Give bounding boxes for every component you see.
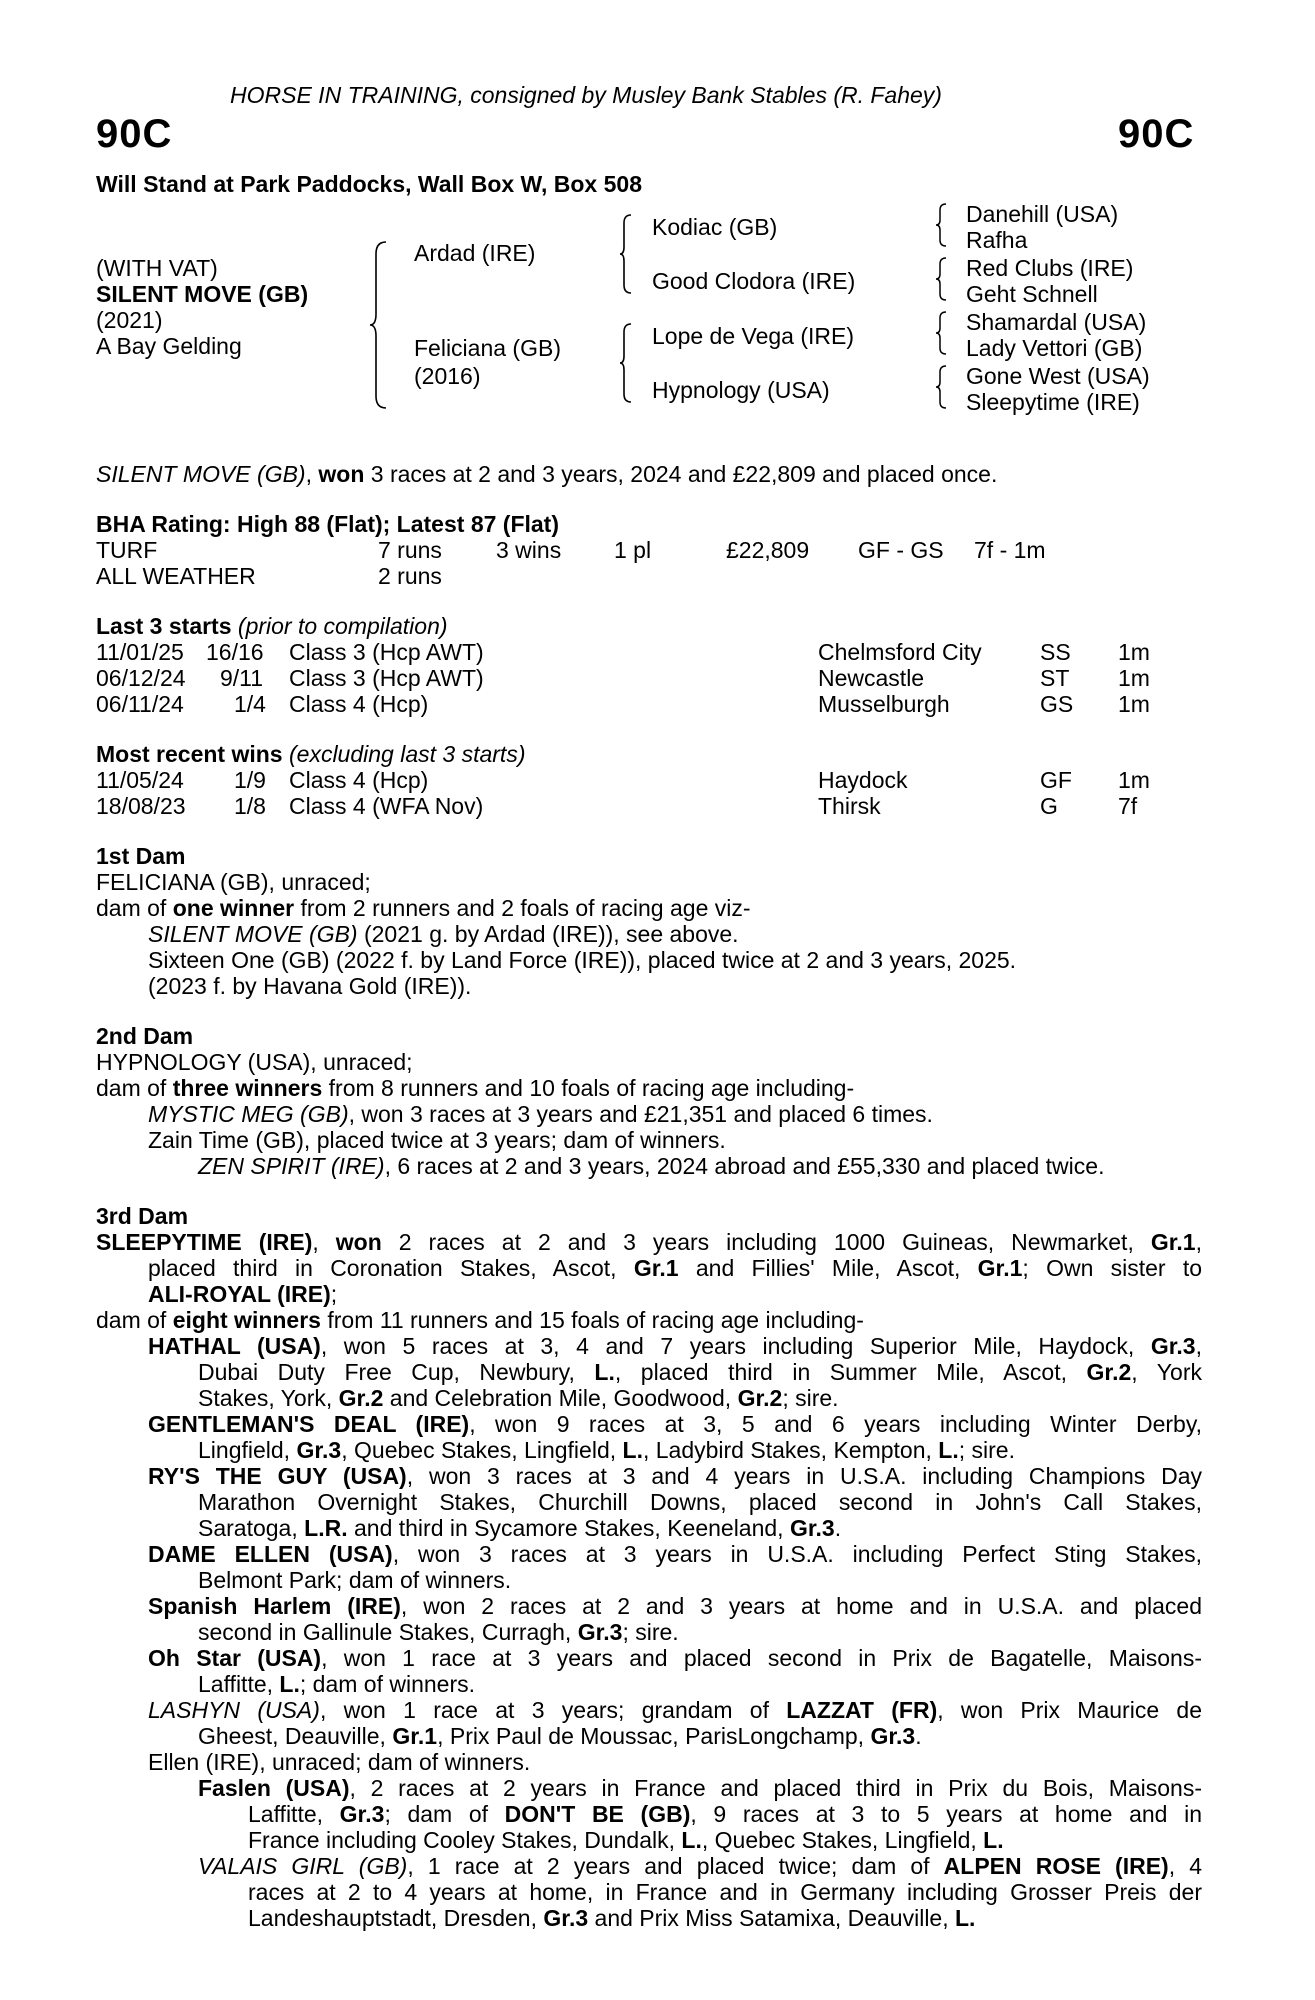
last-starts-title: Last 3 starts xyxy=(96,613,232,639)
grade: Gr.3 xyxy=(1150,1333,1196,1359)
text: , 4 xyxy=(1168,1853,1203,1879)
text: and Prix Miss Satamixa, Deauville, xyxy=(588,1904,955,1931)
winner-count: three winners xyxy=(172,1075,323,1101)
second-dam-name: HYPNOLOGY (USA), unraced; xyxy=(96,1049,413,1075)
win-distance: 7f xyxy=(1118,793,1138,819)
text: , won Prix Maurice de xyxy=(937,1697,1202,1723)
horse-name: GENTLEMAN'S DEAL (IRE) xyxy=(148,1411,470,1437)
text-line: Belmont Park; dam of winners. xyxy=(198,1567,512,1593)
pedigree-brace-g4 xyxy=(934,364,948,410)
first-dam-heading: 1st Dam xyxy=(96,843,186,869)
produce-oh-star xyxy=(148,1646,1202,1672)
text: ; xyxy=(330,1280,338,1307)
start-course: Chelmsford City xyxy=(818,639,982,665)
text: 2 races at 2 and 3 years including 1000 Guineas, Newmarket, xyxy=(381,1229,1151,1255)
listed: L. xyxy=(681,1826,702,1853)
grade: Gr.3 xyxy=(543,1904,589,1931)
text-line xyxy=(198,1724,1202,1750)
grade: Gr.3 xyxy=(870,1723,916,1749)
grade: Gr.1 xyxy=(633,1255,679,1281)
start-position: 9/11 xyxy=(220,665,264,691)
produce-name: ZEN SPIRIT (IRE) xyxy=(198,1153,385,1179)
win-race: Class 4 (WFA Nov) xyxy=(289,793,484,819)
recent-wins-note: (excluding last 3 starts) xyxy=(289,741,526,767)
text: Lingfield, xyxy=(198,1437,297,1463)
start-position: 16/16 xyxy=(206,639,264,665)
start-date: 06/11/24 xyxy=(96,691,184,717)
horse-name: ALI-ROYAL (IRE) xyxy=(148,1280,331,1307)
produce-entry: (2023 f. by Havana Gold (IRE)). xyxy=(148,973,472,999)
start-date: 11/01/25 xyxy=(96,639,184,665)
text-line xyxy=(148,1464,1202,1490)
third-dam-heading: 3rd Dam xyxy=(96,1203,189,1229)
produce-entry: Sixteen One (GB) (2022 f. by Land Force (IRE)), placed twice at 2 and 3 years, 2025. xyxy=(148,947,1017,973)
pedigree-brace-dam xyxy=(618,322,634,404)
text-line xyxy=(148,1594,1202,1620)
produce-ellen: Ellen (IRE), unraced; dam of winners. xyxy=(148,1749,531,1775)
listed: L. xyxy=(983,1826,1004,1853)
third-dam-entry-cont xyxy=(148,1256,1202,1307)
grade: Gr.3 xyxy=(789,1514,835,1541)
text-line xyxy=(148,1646,1202,1672)
vat-note: (WITH VAT) xyxy=(96,255,218,281)
text: and Fillies' Mile, Ascot, xyxy=(678,1255,978,1281)
text: Laffitte, xyxy=(248,1801,340,1827)
dam-dam: Hypnology (USA) xyxy=(652,377,830,403)
start-race: Class 3 (Hcp AWT) xyxy=(289,665,484,691)
last-starts-heading xyxy=(96,614,448,640)
horse-name: SLEEPYTIME (IRE) xyxy=(96,1229,313,1255)
gg-1: Danehill (USA) xyxy=(966,201,1119,227)
text-line xyxy=(198,1386,1202,1412)
produce-rys-the-guy-cont xyxy=(198,1490,1202,1541)
summary-horse-name: SILENT MOVE (GB) xyxy=(96,461,306,487)
summary-text: 3 races at 2 and 3 years, 2024 and £22,809 and placed once. xyxy=(364,461,998,487)
win-race: Class 4 (Hcp) xyxy=(289,767,429,793)
text-line xyxy=(198,1672,1202,1698)
win-distance: 1m xyxy=(1118,767,1150,793)
text: Landeshauptstadt, Dresden, xyxy=(248,1904,544,1931)
text-line xyxy=(248,1906,1202,1932)
gg-2: Rafha xyxy=(966,227,1028,253)
horse-name: VALAIS GIRL (GB) xyxy=(198,1853,408,1879)
rating-placed: 1 pl xyxy=(614,537,652,563)
pedigree-brace-g1 xyxy=(934,202,948,248)
start-distance: 1m xyxy=(1118,691,1150,717)
text: and third in Sycamore Stakes, Keeneland, xyxy=(347,1514,790,1541)
text-line: races at 2 to 4 years at home, in France and in Germany including Grosser Preis der xyxy=(248,1879,1202,1905)
text-line: SLEEPYTIME (IRE), won 2 races at 2 and 3 years including 1000 Guineas, Newmarket, Gr.1, xyxy=(96,1229,1202,1255)
produce-spanish-harlem-cont xyxy=(198,1620,1202,1646)
race-summary: SILENT MOVE (GB), won 3 races at 2 and 3 years, 2024 and £22,809 and placed once. xyxy=(96,461,998,487)
gg-7: Gone West (USA) xyxy=(966,363,1150,389)
rating-distance: 7f - 1m xyxy=(974,537,1046,563)
produce-lashyn-cont xyxy=(198,1724,1202,1750)
text: , Ladybird Stakes, Kempton, xyxy=(642,1437,939,1463)
text-line xyxy=(148,1542,1202,1568)
gg-8: Sleepytime (IRE) xyxy=(966,389,1140,415)
pedigree-brace-main xyxy=(368,240,390,410)
pedigree-brace-g2 xyxy=(934,256,948,302)
text: ; sire. xyxy=(782,1384,839,1411)
text: , won 5 races at 3, 4 and 7 years including Superior Mile, Haydock, xyxy=(320,1333,1151,1359)
rating-surface: TURF xyxy=(96,537,158,563)
text: , Quebec Stakes, Lingfield, xyxy=(341,1437,623,1463)
summary-won: won xyxy=(318,461,365,487)
text-line: Marathon Overnight Stakes, Churchill Downs, placed second in John's Call Stakes, xyxy=(198,1489,1202,1515)
gg-3: Red Clubs (IRE) xyxy=(966,255,1134,281)
first-dam-produce xyxy=(96,896,751,922)
rating-prize: £22,809 xyxy=(726,537,810,563)
recent-wins-heading xyxy=(96,742,525,768)
rating-runs: 2 runs xyxy=(378,563,442,589)
horse-name: DAME ELLEN (USA) xyxy=(148,1541,393,1567)
gg-6: Lady Vettori (GB) xyxy=(966,335,1143,361)
grade: Gr.3 xyxy=(339,1801,385,1827)
rating-wins: 3 wins xyxy=(496,537,562,563)
text: . xyxy=(915,1723,922,1749)
grade: Gr.2 xyxy=(737,1384,783,1411)
start-going: SS xyxy=(1040,639,1071,665)
third-dam-produce xyxy=(96,1308,864,1334)
sire-sire: Kodiac (GB) xyxy=(652,214,778,240)
produce-valais-girl xyxy=(198,1854,1202,1880)
text: dam of xyxy=(96,895,173,921)
listed: L. xyxy=(279,1671,300,1697)
text: , won 1 race at 3 years; grandam of xyxy=(319,1697,787,1723)
text: , won 9 races at 3, 5 and 6 years including Winter Derby, xyxy=(469,1411,1202,1437)
text: dam of xyxy=(96,1075,173,1101)
first-dam-name: FELICIANA (GB), unraced; xyxy=(96,869,371,895)
pedigree-brace-g3 xyxy=(934,310,948,356)
winner-count: eight winners xyxy=(172,1307,321,1333)
produce-hathal xyxy=(148,1334,1202,1360)
grade: Gr.2 xyxy=(338,1384,384,1411)
winner-count: one winner xyxy=(172,895,295,921)
listed: L. xyxy=(594,1359,615,1385)
recent-wins-title: Most recent wins xyxy=(96,741,283,767)
text-line xyxy=(148,1256,1202,1282)
text-line xyxy=(148,1282,1202,1308)
dam-sire: Lope de Vega (IRE) xyxy=(652,323,855,349)
text-line xyxy=(198,1360,1202,1386)
produce-name: SILENT MOVE (GB) xyxy=(148,921,358,947)
text: , 1 race at 2 years and placed twice; dam of xyxy=(407,1853,944,1879)
text: ; sire. xyxy=(958,1437,1015,1463)
rating-going: GF - GS xyxy=(858,537,944,563)
text: , Quebec Stakes, Lingfield, xyxy=(701,1826,984,1853)
start-date: 06/12/24 xyxy=(96,665,186,691)
horse-name: Faslen (USA) xyxy=(198,1775,350,1801)
produce-oh-star-cont xyxy=(198,1672,1202,1698)
third-dam-entry xyxy=(96,1230,1202,1256)
grade: Gr.3 xyxy=(296,1437,342,1463)
listed: L. xyxy=(622,1437,643,1463)
produce-dame-ellen-cont xyxy=(198,1568,1202,1594)
produce-entry xyxy=(148,922,739,948)
start-race: Class 4 (Hcp) xyxy=(289,691,429,717)
produce-hathal-cont xyxy=(198,1360,1202,1411)
lot-number-right: 90C xyxy=(1118,112,1195,156)
text: , 9 races at 3 to 5 years at home and in xyxy=(690,1801,1202,1827)
grade: Gr.2 xyxy=(1086,1359,1132,1385)
start-going: GS xyxy=(1040,691,1074,717)
pedigree-brace-sire xyxy=(618,213,634,295)
text: , won 1 race at 3 years and placed second in Prix de Bagatelle, Maisons- xyxy=(321,1645,1202,1671)
start-distance: 1m xyxy=(1118,639,1150,665)
sire-dam: Good Clodora (IRE) xyxy=(652,268,856,294)
produce-entry xyxy=(198,1154,1104,1180)
text: , Prix Paul de Moussac, ParisLongchamp, xyxy=(437,1723,871,1749)
stand-location: Will Stand at Park Paddocks, Wall Box W, Box 508 xyxy=(96,171,642,197)
listed: L.R. xyxy=(304,1514,348,1541)
text: ; dam of xyxy=(384,1801,505,1827)
horse-name: ALPEN ROSE (IRE) xyxy=(943,1853,1169,1879)
horse-description: A Bay Gelding xyxy=(96,333,242,359)
text: ; sire. xyxy=(622,1619,679,1645)
won: won xyxy=(335,1229,382,1255)
dam-name: Feliciana (GB) xyxy=(414,335,561,361)
listed: L. xyxy=(938,1437,959,1463)
text: placed third in Coronation Stakes, Ascot, xyxy=(148,1255,634,1281)
lot-number-left: 90C xyxy=(96,112,173,156)
horse-name: SILENT MOVE (GB) xyxy=(96,281,309,307)
rating-title: BHA Rating: High 88 (Flat); Latest 87 (Flat) xyxy=(96,511,559,537)
text: Stakes, York, xyxy=(198,1384,339,1411)
text-line xyxy=(148,1698,1202,1724)
grade: Gr.1 xyxy=(977,1255,1023,1281)
text: second in Gallinule Stakes, Curragh, xyxy=(198,1619,578,1645)
listed: L. xyxy=(955,1904,976,1931)
second-dam-heading: 2nd Dam xyxy=(96,1023,194,1049)
produce-gentlemans-deal-cont xyxy=(198,1438,1202,1464)
text: and Celebration Mile, Goodwood, xyxy=(383,1384,738,1411)
produce-entry: Zain Time (GB), placed twice at 3 years; dam of winners. xyxy=(148,1127,726,1153)
win-going: G xyxy=(1040,793,1058,819)
text-line xyxy=(198,1854,1202,1880)
start-course: Newcastle xyxy=(818,665,925,691)
text-line xyxy=(198,1620,1202,1646)
produce-gentlemans-deal xyxy=(148,1412,1202,1438)
win-position: 1/8 xyxy=(234,793,266,819)
text: (2021 g. by Ardad (IRE)), see above. xyxy=(357,921,739,947)
horse-name: Spanish Harlem (IRE) xyxy=(148,1593,401,1619)
win-course: Haydock xyxy=(818,767,908,793)
horse-name: DON'T BE (GB) xyxy=(504,1801,691,1827)
text: ; dam of winners. xyxy=(299,1671,476,1697)
gg-5: Shamardal (USA) xyxy=(966,309,1147,335)
text: Dubai Duty Free Cup, Newbury, xyxy=(198,1359,595,1385)
text: from 8 runners and 10 foals of racing age including- xyxy=(322,1075,855,1101)
horse-name: LAZZAT (FR) xyxy=(786,1697,938,1723)
text: , won 3 races at 3 years in U.S.A. including Perfect Sting Stakes, xyxy=(392,1541,1202,1567)
text: , won 3 races at 3 and 4 years in U.S.A. including Champions Day xyxy=(406,1463,1202,1489)
start-distance: 1m xyxy=(1118,665,1150,691)
horse-name: HATHAL (USA) xyxy=(148,1333,321,1359)
text: Gheest, Deauville, xyxy=(198,1723,393,1749)
rating-runs: 7 runs xyxy=(378,537,442,563)
produce-name: MYSTIC MEG (GB) xyxy=(148,1101,349,1127)
gg-4: Geht Schnell xyxy=(966,281,1098,307)
grade: Gr.3 xyxy=(577,1619,623,1645)
text: , won 2 races at 2 and 3 years at home and in U.S.A. and placed xyxy=(400,1593,1202,1619)
horse-name: Oh Star (USA) xyxy=(148,1645,322,1671)
produce-spanish-harlem xyxy=(148,1594,1202,1620)
last-starts-note: (prior to compilation) xyxy=(237,613,448,639)
start-going: ST xyxy=(1040,665,1070,691)
text: from 11 runners and 15 foals of racing age including- xyxy=(320,1307,864,1333)
horse-name: LASHYN (USA) xyxy=(148,1697,320,1723)
produce-lashyn xyxy=(148,1698,1202,1724)
win-course: Thirsk xyxy=(818,793,881,819)
start-position: 1/4 xyxy=(234,691,266,717)
produce-dame-ellen xyxy=(148,1542,1202,1568)
text-line xyxy=(248,1802,1202,1828)
text: . xyxy=(834,1514,842,1541)
text: Saratoga, xyxy=(198,1514,305,1541)
text: , 6 races at 2 and 3 years, 2024 abroad and £55,330 and placed twice. xyxy=(384,1153,1105,1179)
text: France including Cooley Stakes, Dundalk, xyxy=(248,1826,682,1853)
text: , York xyxy=(1131,1359,1202,1385)
text: Laffitte, xyxy=(198,1671,280,1697)
produce-rys-the-guy xyxy=(148,1464,1202,1490)
win-date: 18/08/23 xyxy=(96,793,186,819)
text-line xyxy=(248,1828,1202,1854)
horse-name: RY'S THE GUY (USA) xyxy=(148,1463,407,1489)
win-going: GF xyxy=(1040,767,1072,793)
text-line xyxy=(198,1776,1202,1802)
text: from 2 runners and 2 foals of racing age viz- xyxy=(294,895,751,921)
produce-entry xyxy=(148,1102,933,1128)
text-line xyxy=(198,1438,1202,1464)
win-date: 11/05/24 xyxy=(96,767,184,793)
rating-surface: ALL WEATHER xyxy=(96,563,256,589)
text: , 2 races at 2 years in France and placed third in Prix du Bois, Maisons- xyxy=(349,1775,1202,1801)
dam-year: (2016) xyxy=(414,363,481,389)
text: ; Own sister to xyxy=(1022,1255,1203,1281)
text-line: HATHAL (USA), won 5 races at 3, 4 and 7 years including Superior Mile, Haydock, Gr.3, xyxy=(148,1333,1202,1359)
produce-faslen-cont xyxy=(248,1802,1202,1853)
text-line xyxy=(198,1516,1202,1542)
consignment-line: HORSE IN TRAINING, consigned by Musley Bank Stables (R. Fahey) xyxy=(230,82,942,108)
sire-name: Ardad (IRE) xyxy=(414,240,536,266)
grade: Gr.1 xyxy=(392,1723,438,1749)
second-dam-produce xyxy=(96,1076,854,1102)
text: dam of xyxy=(96,1307,173,1333)
text-line xyxy=(148,1412,1202,1438)
text: , won 3 races at 3 years and £21,351 and placed 6 times. xyxy=(348,1101,933,1127)
produce-faslen xyxy=(198,1776,1202,1802)
start-race: Class 3 (Hcp AWT) xyxy=(289,639,484,665)
produce-valais-girl-cont xyxy=(248,1880,1202,1931)
horse-year: (2021) xyxy=(96,307,163,333)
text: , placed third in Summer Mile, Ascot, xyxy=(614,1359,1087,1385)
grade: Gr.1 xyxy=(1150,1229,1196,1255)
win-position: 1/9 xyxy=(234,767,266,793)
start-course: Musselburgh xyxy=(818,691,950,717)
